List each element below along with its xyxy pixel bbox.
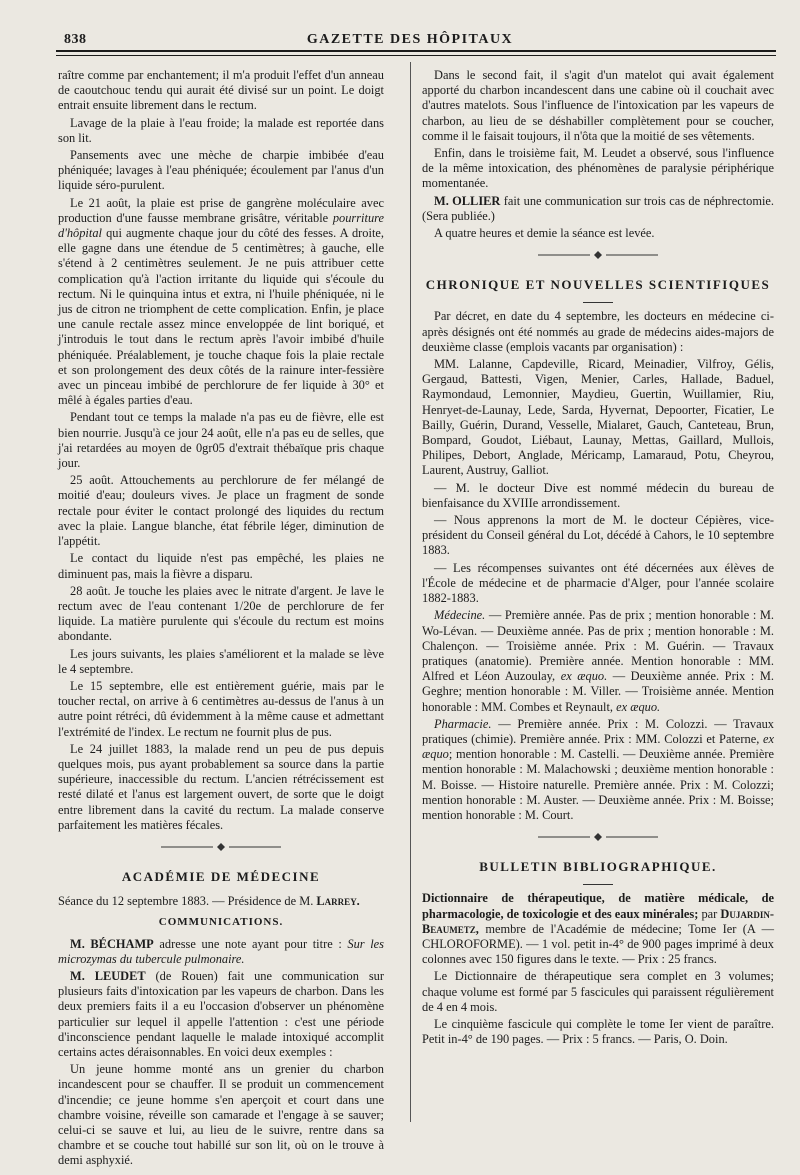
paragraph: Le contact du liquide n'est pas empêché, les plaies ne diminuent pas, mais la fièvre a disparu. — [58, 551, 384, 581]
paragraph: Pendant tout ce temps la malade n'a pas eu de fièvre, elle est bien nourrie. Jusqu'à ce jour 24 août, elle n'a pas eu de selles, que j'ai retardées au moyen de 0gr05 d'extrait thébaïque pris chaque jour. — [58, 410, 384, 471]
text-run: — Première année. Pas de prix ; mention honorable : M. Wo-Lévan. — Deuxième année. Pas de prix ; mention honorable : M. Chalençon. — Troisième année. Prix : M. Guérin. — Travaux pratiques (anatomie). Première année. Mention honorable : MM. Alfred et Léon Auzoulay, — [422, 608, 774, 684]
speaker-name: M. BÉCHAMP — [70, 936, 154, 951]
paragraph — [422, 608, 774, 714]
section-title-chronique: CHRONIQUE ET NOUVELLES SCIENTIFIQUES — [425, 277, 771, 293]
emphasis: ex æquo. — [616, 699, 661, 714]
emphasis: ex æquo. — [560, 669, 608, 684]
paragraph: Le 24 juillet 1883, la malade rend un peu de pus depuis quelques mois, pus ayant probablement sa source dans la partie supérieure, inaccessible du rectum. L'ancien rétrécissement est resté dilaté et l'anus est largement ouvert, de sorte que le doigt entre librement dans la cavité du rectum. La malade conserve parfaitement les matières fécales. — [58, 741, 384, 832]
right-column — [422, 68, 774, 1049]
paragraph: MM. Lalanne, Capdeville, Ricard, Meinadier, Vilfroy, Gélis, Gergaud, Battesti, Vigen, Menier, Carles, Hallade, Baduel, Raymondaud, Lemonnier, Maydieu, Guertin, Wuillamier, Riu, Henryet-de-Launay, Lede, Sarda, Hyvernat, Depoorter, Ficatier, Le Bailly, Guérin, Durand, Vesselle, Mialaret, Gauch, Canteteau, Brun, Bompard, Goudot, Liébaut, Launay, Mettas, Gaillard, Mullois, Philipes, Debort, Anglade, Méricamp, Lamaraud, Potu, Cheyrou, Laurent, Austruy, Galliot. — [422, 357, 774, 478]
paragraph: 25 août. Attouchements au perchlorure de fer mélangé de moitié d'eau; douleurs vives. Je place un fragment de sonde rectale pour éviter le contact prolongé des liquides du rectum avec la plaie. Langue blanche, état fébrile léger, diminution de l'appétit. — [58, 473, 384, 549]
text-run: fait une communication sur trois cas de néphrectomie. (Sera publiée.) — [422, 193, 775, 223]
paragraph: Un jeune homme monté ans un grenier du charbon incandescent pour se chauffer. Il se produit un commencement d'incendie; ce jeune homme s'en aperçoit et court dans une chambre voisine, réveille son camarade et l'engage à se sauver; celui-ci se sauve et lui, au lieu de le suivre, rentre dans sa chambre et se couche tout habillé sur son lit, où on le trouve à demi asphyxié. — [58, 1062, 384, 1168]
paragraph — [422, 194, 774, 224]
page-number: 838 — [64, 32, 87, 47]
text-run: adresse une note ayant pour titre : — [153, 936, 348, 951]
emphasis: ex æquo — [422, 731, 774, 762]
seance-line — [58, 894, 384, 909]
text-run: membre de l'Académie de médecine; Tome Ier (A — CHLOROFORME). — 1 vol. petit in-4° de 900 pages imprimé à deux colonnes avec 150 figures dans le texte. — Prix : 25 francs. — [422, 921, 774, 967]
paragraph: Dans le second fait, il s'agit d'un matelot qui avait également apporté du charbon incandescent dans une cabine où il couchait avec d'autres matelots. Sous l'influence de l'intoxication par les vapeurs de charbon, au lieu de se déshabiller complètement pour se coucher, comme il le faisait toujours, il n'ôta que la moitié de ses vêtements. — [422, 68, 774, 143]
paragraph: A quatre heures et demie la séance est levée. — [434, 226, 655, 241]
emphasis: Médecine. — [434, 608, 486, 623]
paragraph: Lavage de la plaie à l'eau froide; la malade est reportée dans son lit. — [58, 115, 384, 145]
paragraph: Le Dictionnaire de thérapeutique sera complet en 3 volumes; chaque volume est formé par 5 fascicules qui paraissent régulièrement de 4 en 4 mois. — [422, 969, 774, 1014]
emphasis: Pharmacie. — [434, 716, 492, 731]
book-title: Dictionnaire de thérapeutique, de matière médicale, de pharmacologie, de toxicologie et des eaux minérales; — [422, 891, 774, 921]
paragraph: 28 août. Je touche les plaies avec le nitrate d'argent. Je lave le rectum avec de l'eau contenant 1/20e de perchlorure de fer liquide. La matière purulente qui s'écoule du rectum est moins abondante. — [58, 583, 384, 644]
paragraph: Le 15 septembre, elle est entièrement guérie, mais par le toucher rectal, on arrive à 6 centimètres au-dessus de l'anus à un autre point rétréci, dû évidemment à la même cause et admettant l'extrémité de l'index. Le rectum ne fournit plus de pus. — [58, 678, 384, 739]
president-name: Larrey. — [316, 894, 360, 909]
emphasis: Sur les microzymas du tubercule pulmonaire. — [58, 936, 384, 966]
paragraph — [58, 969, 384, 1060]
speaker-name: M. LEUDET — [70, 968, 146, 983]
paragraph — [58, 196, 384, 409]
paragraph: Le cinquième fascicule qui complète le tome Ier vient de paraître. Petit in-4° de 190 pages. — Prix : 5 francs. — Paris, O. Doin. — [422, 1016, 774, 1047]
paragraph: Les jours suivants, les plaies s'améliorent et la malade se lève le 4 septembre. — [58, 646, 384, 676]
text-run: par — [698, 906, 721, 921]
book-entry — [422, 891, 774, 967]
paragraph — [422, 717, 774, 823]
left-column — [58, 68, 384, 1171]
text-run: — Deuxième année. Prix : M. Geghre; mention honorable : M. Viller. — Troisième année. Mention honorable : MM. Combes et Reynault, — [422, 669, 774, 714]
paragraph: Enfin, dans le troisième fait, M. Leudet a observé, sous l'influence de la même intoxication, des phénomènes de paralysie périphérique momentanée. — [422, 146, 774, 191]
text-run: qui augmente chaque jour du côté des fesses. A droite, elle gagne dans une étendue de 5 centimètres; à gauche, elle s'étend à 2 centimètres seulement. Je ne puis attribuer cette complication qu'à l'action irritante du liquide qui s'écoule du rectum. Ni le quinquina intus et extra, ni l'huile phéniquée, ni le jus de citron ne triomphent de cette complication. Enfin, je place une canule rectale assez mince enveloppée de lint boriqué, et j'introduis le tout dans le rectum après l'avoir imbibé d'huile phéniquée. Préalablement, je touche chaque fois la plaie rectale et son prolongement des deux côtés de la rainure inter-fessière avec un pinceau imbibé de perchlorure de fer liquide à 30° et mêlé à égales parties d'eau. — [58, 226, 384, 408]
text-run: Séance du 12 septembre 1883. — Présidence de M. — [58, 894, 317, 909]
speaker-name: M. OLLIER — [434, 193, 501, 208]
paragraph: Pansements avec une mèche de charpie imbibée d'eau phéniquée; lavages à l'eau phéniquée; écoulement par l'anus d'un liquide séro-purulent. — [58, 148, 384, 193]
emphasis: pourriture d'hôpital — [58, 210, 384, 241]
header-rule — [56, 50, 776, 56]
paragraph: Par décret, en date du 4 septembre, les docteurs en médecine ci-après désignés ont été nommés au grade de médecins aides-majors de deuxième classe (emplois vacants par organisation) : — [422, 309, 774, 354]
paragraph: — Nous apprenons la mort de M. le docteur Cépières, vice-président du Conseil général du Lot, décédé à Cahors, le 10 septembre 1883. — [422, 513, 774, 558]
text-run: Le 21 août, la plaie est prise de gangrène moléculaire avec production d'une fausse membrane grisâtre, véritable — [58, 195, 384, 225]
paragraph: — Les récompenses suivantes ont été décernées aux élèves de l'École de médecine et de pharmacie d'Alger, pour l'année scolaire 1882-1883. — [422, 560, 774, 606]
text-run: ; mention honorable : M. Castelli. — Deuxième année. Première mention honorable : M. Malachowski ; deuxième mention honorable : M. Boisse. — Histoire naturelle. Première année. Prix : M. Colozzi; mention honorable : M. Auster. — Deuxième année. Prix : M. Boisse; mention honorable : M. Court. — [422, 747, 774, 822]
ornament-divider — [161, 843, 281, 851]
ornament-divider — [538, 251, 658, 259]
text-run: — Première année. Prix : M. Colozzi. — Travaux pratiques (chimie). Première année. Prix : MM. Colozzi et Paterne, — [422, 716, 774, 746]
section-title-bulletin: BULLETIN BIBLIOGRAPHIQUE. — [479, 859, 717, 875]
column-divider — [410, 62, 411, 1122]
paragraph: raître comme par enchantement; il m'a produit l'effet d'un anneau de caoutchouc tendu qui aurait été divisé sur un point. Le doigt entrait ensuite librement dans le rectum. — [58, 68, 384, 113]
paragraph — [58, 937, 384, 967]
short-rule — [583, 302, 613, 303]
section-title-academie: ACADÉMIE DE MÉDECINE — [121, 868, 321, 884]
text-run: (de Rouen) fait une communication sur plusieurs faits d'intoxication par les vapeurs de charbon. Dans les deux premiers faits il a eu l'occasion d'observer un phénomène particulier sur lequel il appelle l'attention : c'est une période d'inconscience pendant laquelle le malade intoxiqué accomplit certains actes déraisonnables. En voici deux exemples : — [58, 968, 384, 1059]
subsection-communications: COMMUNICATIONS. — [158, 916, 284, 929]
paragraph: — M. le docteur Dive est nommé médecin du bureau de bienfaisance du XVIIIe arrondissement. — [422, 480, 774, 510]
journal-title: GAZETTE DES HÔPITAUX — [306, 32, 514, 47]
short-rule — [583, 884, 613, 885]
ornament-divider — [538, 833, 658, 841]
book-author: Dujardin-Beaumetz, — [422, 906, 774, 936]
